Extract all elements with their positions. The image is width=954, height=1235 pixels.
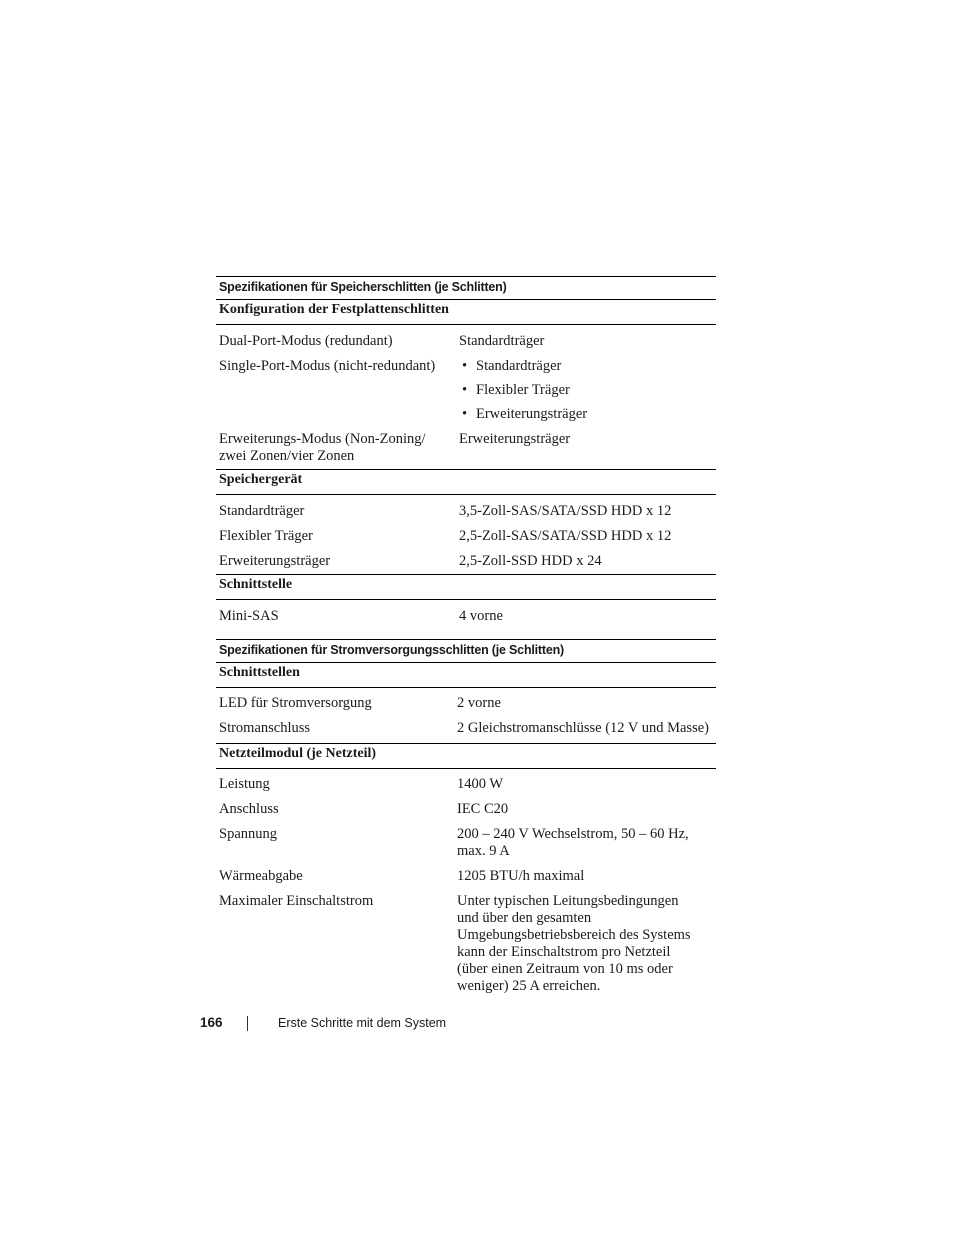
row-value: IEC C20	[457, 801, 509, 817]
list-item	[459, 358, 716, 382]
list-item-text: Erweiterungsträger	[476, 406, 588, 422]
row-value: Erweiterungsträger	[459, 431, 571, 447]
row-label: Leistung	[219, 776, 270, 792]
row-label: Erweiterungsträger	[219, 553, 331, 569]
row-value: 3,5-Zoll-SAS/SATA/SSD HDD x 12	[459, 503, 672, 519]
row-label: Spannung	[219, 826, 277, 842]
table-row	[216, 720, 716, 737]
row-value: 2,5-Zoll-SSD HDD x 24	[459, 553, 602, 569]
section-heading: Netzteilmodul (je Netzteil)	[216, 744, 716, 769]
section-heading: Schnittstelle	[216, 575, 716, 600]
bullet-list	[459, 358, 716, 430]
row-value: Unter typischen Leitungsbedingungen und über den gesamten Umgebungsbetriebsbereich des Systems kann der Einschaltstrom pro Netzteil (über einen Zeitraum von 10 ms oder weniger) 25 A erreichen.	[457, 893, 691, 994]
row-value: 2 vorne	[457, 695, 501, 711]
section-heading: Speichergerät	[216, 470, 716, 495]
row-value: 200 – 240 V Wechselstrom, 50 – 60 Hz, max. 9 A	[457, 826, 689, 859]
list-item-text: Flexibler Träger	[476, 382, 570, 398]
bullet-icon: •	[462, 382, 468, 398]
row-value: 2 Gleichstromanschlüsse (12 V und Masse)	[457, 720, 709, 736]
row-value: 2,5-Zoll-SAS/SATA/SSD HDD x 12	[459, 528, 672, 544]
row-label: Wärmeabgabe	[219, 868, 303, 884]
page-number: 166	[200, 1015, 223, 1030]
table-row	[216, 503, 716, 528]
bullet-icon: •	[462, 406, 468, 422]
row-label: Stromanschluss	[219, 720, 311, 736]
table-row	[216, 528, 716, 553]
table-row	[216, 801, 716, 826]
table-row	[216, 608, 716, 625]
table-row	[216, 358, 716, 430]
row-value: 4 vorne	[459, 608, 503, 624]
table-title: Spezifikationen für Speicherschlitten (je Schlitten)	[216, 276, 716, 300]
row-label: Anschluss	[219, 801, 279, 817]
row-label: LED für Stromversorgung	[219, 695, 372, 711]
row-value: Standardträger	[459, 333, 545, 349]
row-value: 1205 BTU/h maximal	[457, 868, 585, 884]
table-row	[216, 695, 716, 720]
row-value	[459, 358, 716, 430]
storage-sled-spec-table	[216, 276, 716, 625]
table-title: Spezifikationen für Stromversorgungsschlitten (je Schlitten)	[216, 639, 716, 663]
row-value: 1400 W	[457, 776, 504, 792]
table-row	[216, 893, 716, 995]
row-label: Maximaler Einschaltstrom	[219, 893, 374, 909]
section-heading: Konfiguration der Festplattenschlitten	[216, 300, 716, 325]
footer-divider	[247, 1016, 248, 1031]
list-item-text: Standardträger	[476, 358, 562, 374]
row-label: Dual-Port-Modus (redundant)	[219, 333, 393, 349]
row-label: Flexibler Träger	[219, 528, 313, 544]
table-row	[216, 776, 716, 801]
row-label: Erweiterungs-Modus (Non-Zoning/ zwei Zonen/vier Zonen	[219, 431, 426, 464]
bullet-icon: •	[462, 358, 468, 374]
section-heading: Schnittstellen	[216, 663, 716, 688]
table-row	[216, 826, 716, 868]
row-label: Mini-SAS	[219, 608, 279, 624]
table-row	[216, 553, 716, 574]
table-row	[216, 333, 716, 350]
row-label: Single-Port-Modus (nicht-redundant)	[219, 358, 436, 374]
row-label: Standardträger	[219, 503, 305, 519]
chapter-title: Erste Schritte mit dem System	[278, 1016, 447, 1030]
table-row	[216, 868, 716, 893]
list-item	[459, 406, 716, 430]
list-item	[459, 382, 716, 406]
power-sled-spec-table	[216, 639, 716, 995]
table-row	[216, 431, 716, 465]
